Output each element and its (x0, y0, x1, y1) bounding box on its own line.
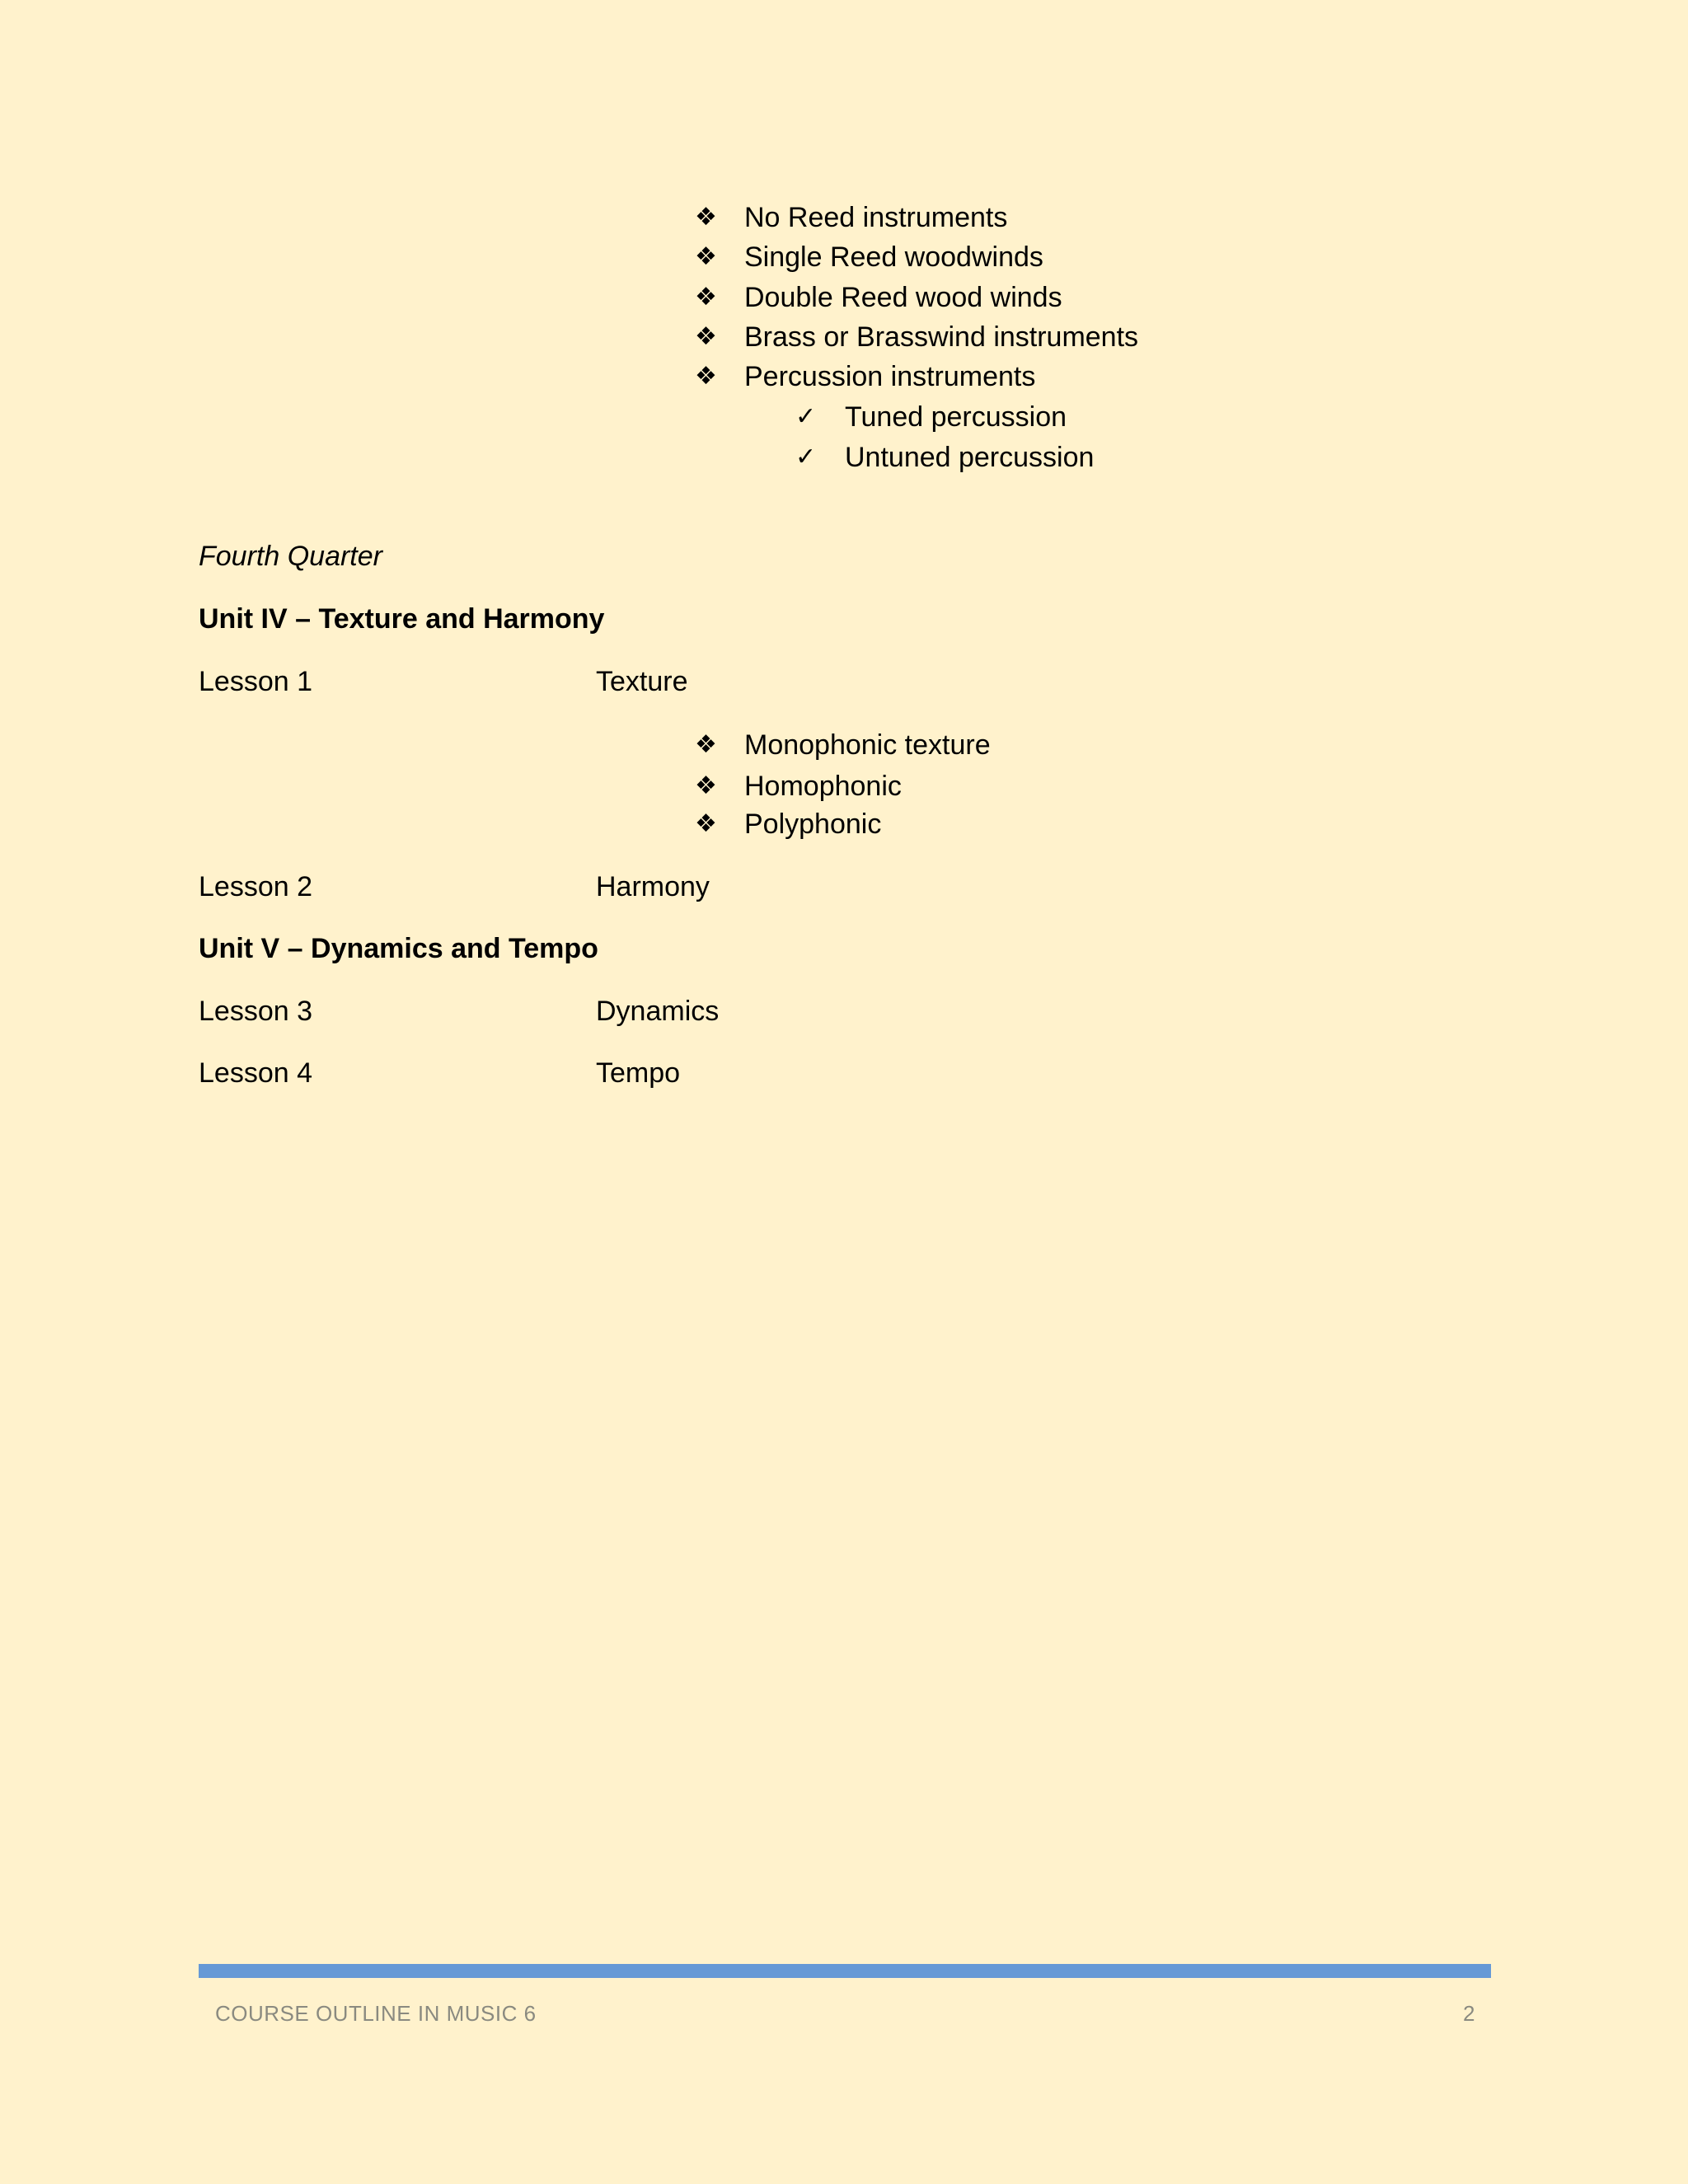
list-item (695, 770, 902, 803)
list-item (695, 321, 1138, 354)
list-item (695, 281, 1062, 314)
lesson-1-topic: Texture (596, 666, 688, 697)
footer-title: COURSE OUTLINE IN MUSIC 6 (215, 2001, 537, 2026)
sub-list-item (795, 401, 1067, 434)
quarter-heading: Fourth Quarter (199, 541, 382, 572)
list-item (695, 808, 881, 841)
texture-item: Polyphonic (744, 808, 882, 840)
percussion-item: Untuned percussion (845, 442, 1095, 473)
sub-list-item (795, 441, 1094, 474)
texture-item: Monophonic texture (744, 729, 991, 761)
list-item (695, 729, 991, 762)
diamond-bullet-icon: ❖ (695, 809, 717, 838)
lesson-4-topic: Tempo (596, 1057, 681, 1089)
percussion-item: Tuned percussion (845, 401, 1067, 433)
diamond-bullet-icon: ❖ (695, 203, 717, 232)
lesson-3-topic: Dynamics (596, 996, 720, 1027)
footer-divider (199, 1964, 1491, 1978)
list-item (695, 201, 1007, 234)
unit-v-title: Unit V – Dynamics and Tempo (199, 933, 598, 964)
unit-iv-title: Unit IV – Texture and Harmony (199, 603, 605, 635)
diamond-bullet-icon: ❖ (695, 322, 717, 351)
page-number: 2 (1463, 2001, 1475, 2026)
lesson-1-label: Lesson 1 (199, 666, 312, 697)
instrument-item: Brass or Brasswind instruments (744, 321, 1139, 353)
instrument-item: No Reed instruments (744, 202, 1008, 233)
check-bullet-icon: ✓ (795, 443, 817, 471)
lesson-3-label: Lesson 3 (199, 996, 312, 1027)
list-item (695, 241, 1043, 274)
diamond-bullet-icon: ❖ (695, 362, 717, 391)
check-bullet-icon: ✓ (795, 402, 817, 431)
diamond-bullet-icon: ❖ (695, 771, 717, 800)
diamond-bullet-icon: ❖ (695, 242, 717, 271)
lesson-4-label: Lesson 4 (199, 1057, 312, 1089)
instrument-item: Double Reed wood winds (744, 282, 1062, 313)
instrument-item: Single Reed woodwinds (744, 241, 1043, 273)
texture-item: Homophonic (744, 771, 902, 802)
lesson-2-topic: Harmony (596, 871, 710, 902)
lesson-2-label: Lesson 2 (199, 871, 312, 902)
list-item (695, 360, 1035, 393)
diamond-bullet-icon: ❖ (695, 283, 717, 312)
instrument-item: Percussion instruments (744, 361, 1036, 392)
diamond-bullet-icon: ❖ (695, 730, 717, 759)
